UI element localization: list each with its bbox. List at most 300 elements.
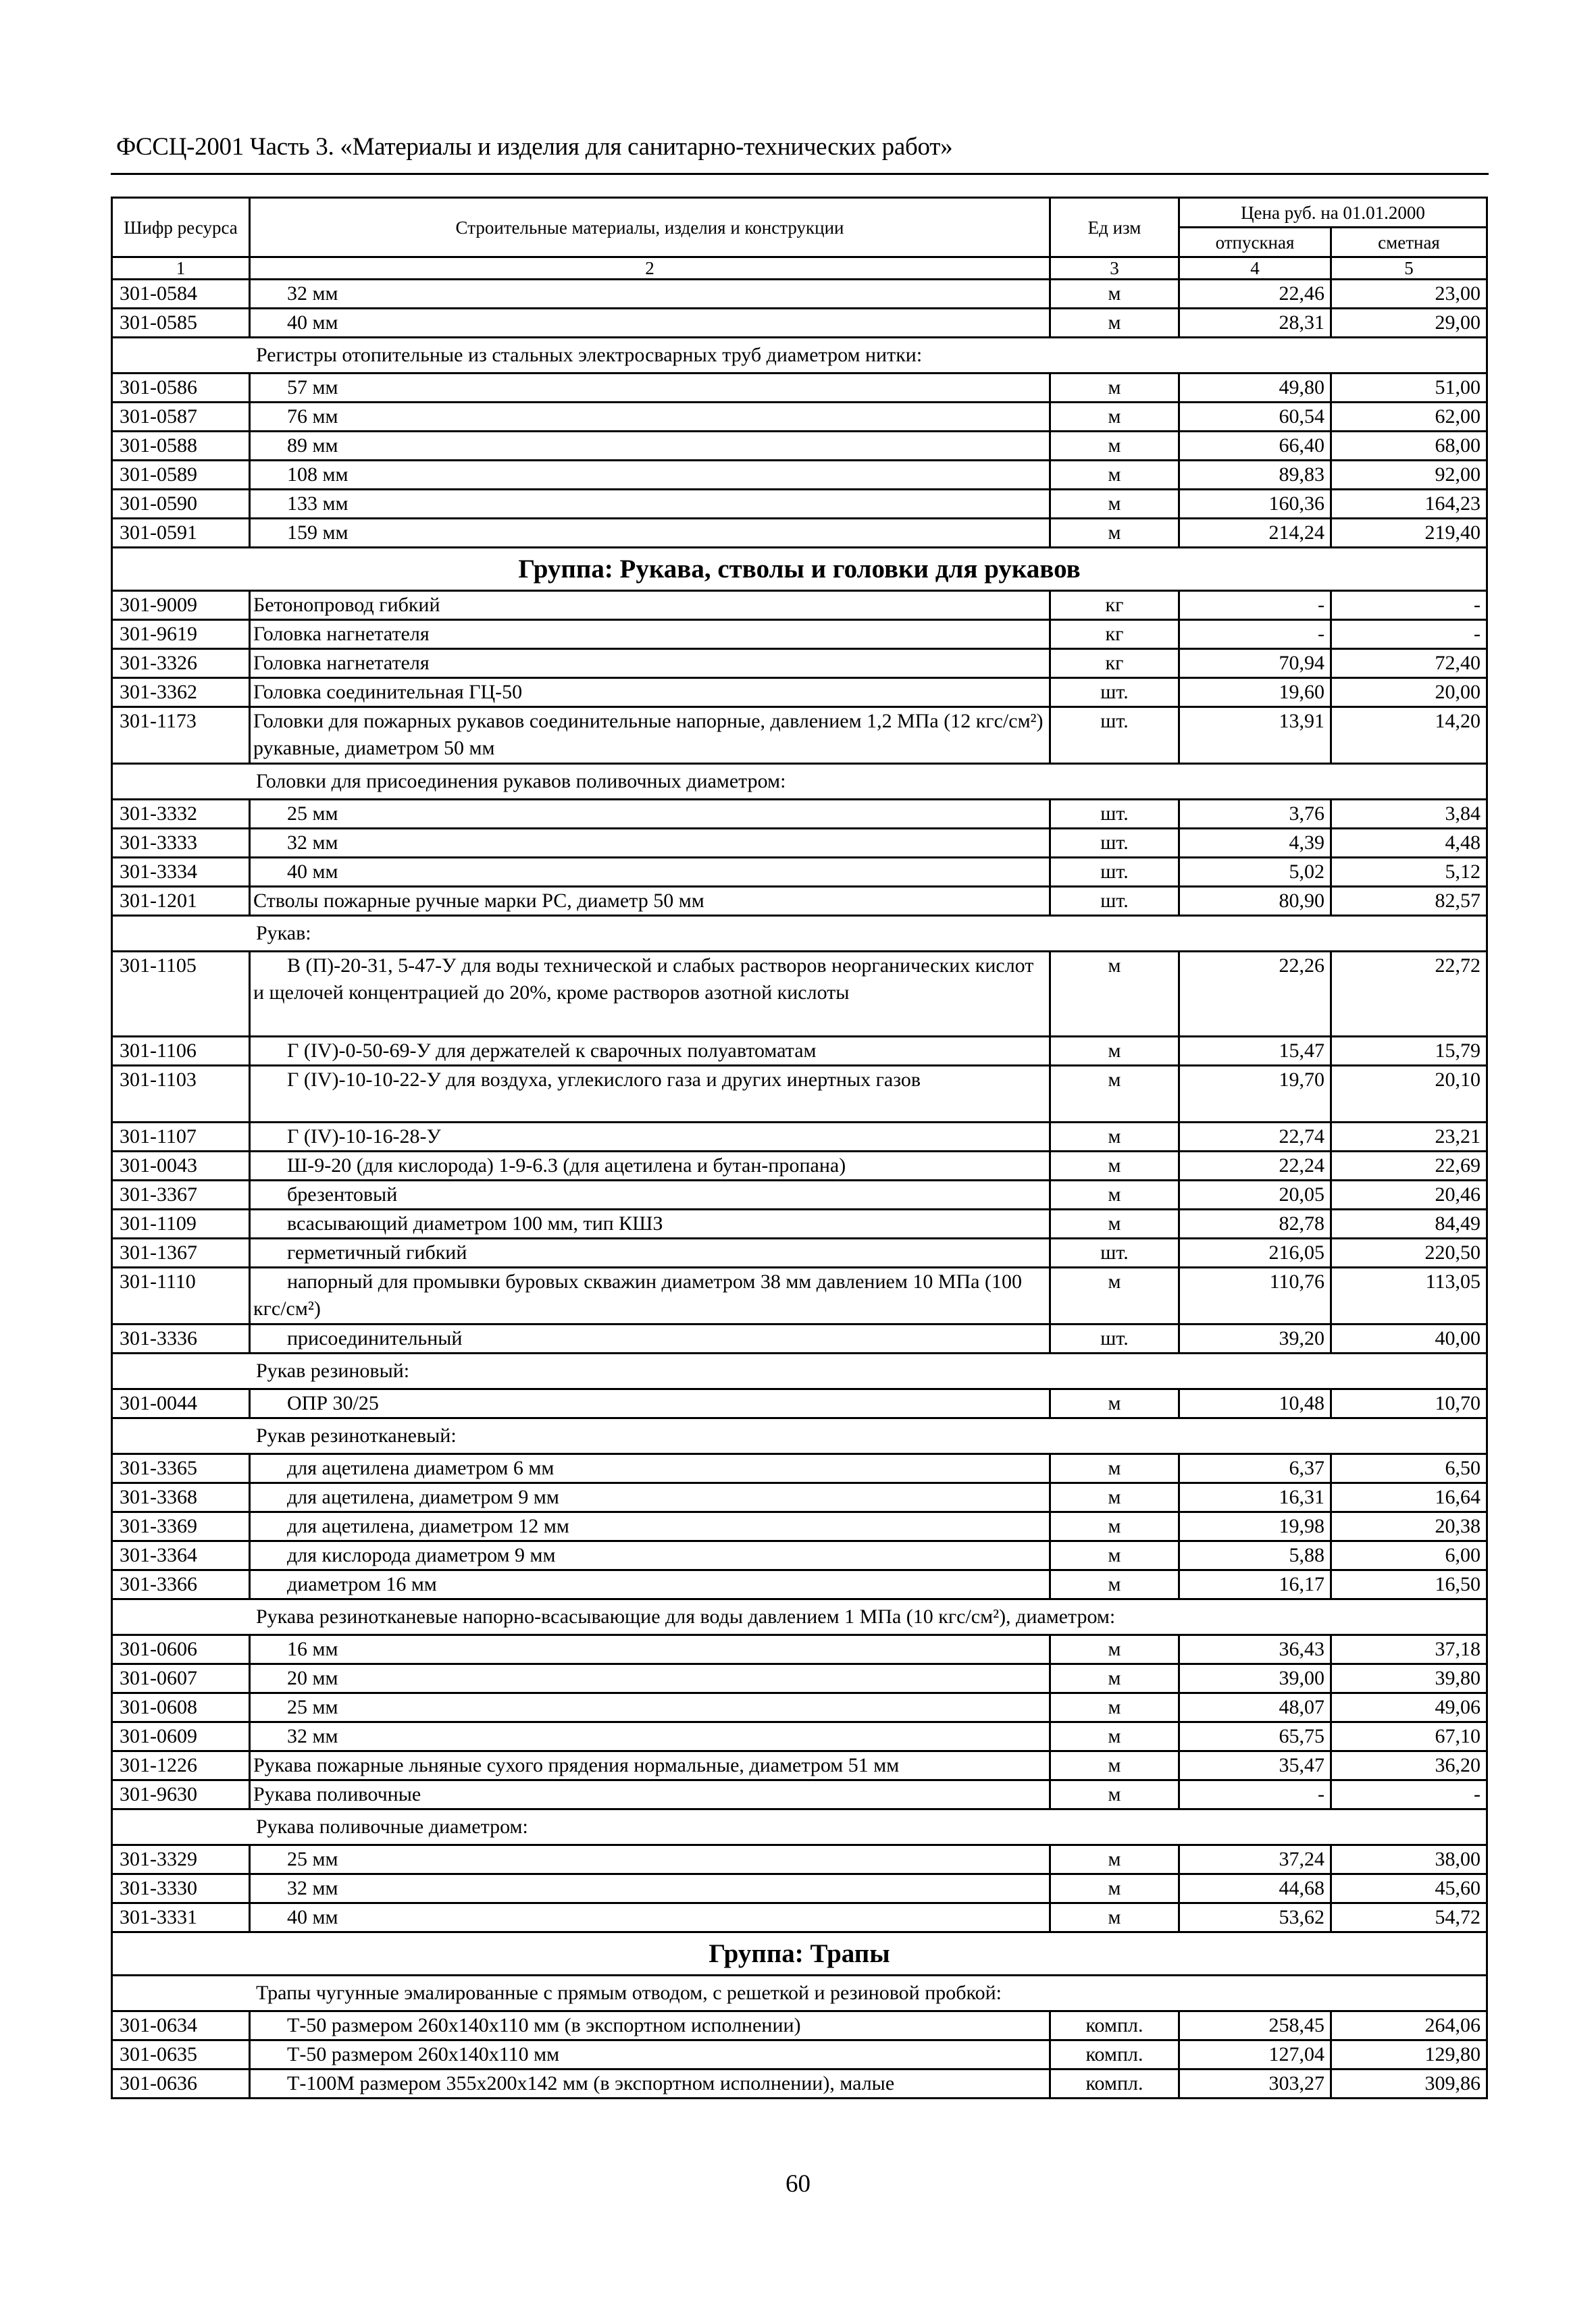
price-estimate: 39,80 [1331, 1664, 1487, 1693]
unit: шт. [1050, 678, 1179, 707]
price-estimate: 129,80 [1331, 2040, 1487, 2069]
price-estimate: 220,50 [1331, 1239, 1487, 1268]
item-name: Г (IV)-10-10-22-У для воздуха, углекислого газа и других инертных газов [250, 1066, 1050, 1123]
table-row [112, 1541, 1487, 1570]
price-estimate: 92,00 [1331, 461, 1487, 490]
table-row [112, 952, 1487, 1037]
price-estimate: - [1331, 591, 1487, 620]
table-row [112, 309, 1487, 338]
unit: м [1050, 1664, 1179, 1693]
column-number: 4 [1179, 257, 1331, 280]
column-number: 1 [112, 257, 250, 280]
price-estimate: 4,48 [1331, 829, 1487, 858]
price-estimate: 82,57 [1331, 887, 1487, 916]
price-release: 160,36 [1179, 490, 1331, 519]
item-name: 133 мм [250, 490, 1050, 519]
section-header-row [112, 1418, 1487, 1454]
item-name: 25 мм [250, 800, 1050, 829]
price-estimate: 164,23 [1331, 490, 1487, 519]
table-row [112, 1780, 1487, 1809]
resource-code: 301-0606 [112, 1635, 250, 1664]
group-title: Группа: Рукава, стволы и головки для рукавов [112, 548, 1487, 591]
table-row [112, 1268, 1487, 1325]
price-release: 20,05 [1179, 1181, 1331, 1210]
resource-code: 301-0588 [112, 432, 250, 461]
price-estimate: 6,50 [1331, 1454, 1487, 1483]
price-release: 22,46 [1179, 280, 1331, 309]
section-title: Рукав: [112, 916, 1487, 952]
table-row [112, 620, 1487, 649]
item-name: 57 мм [250, 374, 1050, 403]
table-row [112, 1210, 1487, 1239]
price-estimate: 20,10 [1331, 1066, 1487, 1123]
table-row [112, 1693, 1487, 1722]
resource-code: 301-0636 [112, 2069, 250, 2099]
section-header-row [112, 1354, 1487, 1389]
unit: шт. [1050, 829, 1179, 858]
table-row [112, 1903, 1487, 1932]
resource-code: 301-1109 [112, 1210, 250, 1239]
price-estimate: 40,00 [1331, 1325, 1487, 1354]
table-row [112, 1152, 1487, 1181]
unit: кг [1050, 620, 1179, 649]
column-numbers-row [112, 257, 1487, 280]
item-name: Т-50 размером 260х140х110 мм [250, 2040, 1050, 2069]
price-release: 214,24 [1179, 519, 1331, 548]
price-release: 39,20 [1179, 1325, 1331, 1354]
column-header-price-estimate: сметная [1331, 228, 1487, 257]
group-header-row [112, 1932, 1487, 1976]
unit: м [1050, 1066, 1179, 1123]
resource-code: 301-1103 [112, 1066, 250, 1123]
table-row [112, 678, 1487, 707]
unit: м [1050, 1037, 1179, 1066]
price-release: 4,39 [1179, 829, 1331, 858]
price-release: 5,88 [1179, 1541, 1331, 1570]
table-row [112, 461, 1487, 490]
unit: шт. [1050, 887, 1179, 916]
price-release: 65,75 [1179, 1722, 1331, 1751]
price-estimate: 23,00 [1331, 280, 1487, 309]
unit: м [1050, 374, 1179, 403]
item-name: 16 мм [250, 1635, 1050, 1664]
unit: шт. [1050, 858, 1179, 887]
resource-code: 301-1226 [112, 1751, 250, 1780]
price-estimate: 36,20 [1331, 1751, 1487, 1780]
resource-code: 301-0586 [112, 374, 250, 403]
table-body [112, 280, 1487, 2099]
price-estimate: 219,40 [1331, 519, 1487, 548]
price-release: 10,48 [1179, 1389, 1331, 1418]
price-release: 13,91 [1179, 707, 1331, 764]
column-header-price-group: Цена руб. на 01.01.2000 [1179, 198, 1487, 228]
price-estimate: 37,18 [1331, 1635, 1487, 1664]
table-row [112, 649, 1487, 678]
price-release: 48,07 [1179, 1693, 1331, 1722]
table-row [112, 1751, 1487, 1780]
section-header-row [112, 1599, 1487, 1635]
unit: м [1050, 1512, 1179, 1541]
price-estimate: 45,60 [1331, 1874, 1487, 1903]
resource-code: 301-9619 [112, 620, 250, 649]
price-estimate: 23,21 [1331, 1123, 1487, 1152]
price-estimate: 68,00 [1331, 432, 1487, 461]
item-name: Ш-9-20 (для кислорода) 1-9-6.3 (для ацетилена и бутан-пропана) [250, 1152, 1050, 1181]
price-estimate: 22,69 [1331, 1152, 1487, 1181]
unit: м [1050, 280, 1179, 309]
unit: кг [1050, 591, 1179, 620]
section-header-row [112, 1976, 1487, 2011]
column-number: 3 [1050, 257, 1179, 280]
table-row [112, 591, 1487, 620]
price-release: - [1179, 1780, 1331, 1809]
price-release: 5,02 [1179, 858, 1331, 887]
unit: компл. [1050, 2040, 1179, 2069]
price-release: 15,47 [1179, 1037, 1331, 1066]
item-name: Головка нагнетателя [250, 620, 1050, 649]
price-release: 216,05 [1179, 1239, 1331, 1268]
price-release: 39,00 [1179, 1664, 1331, 1693]
price-estimate: 84,49 [1331, 1210, 1487, 1239]
table-row [112, 2069, 1487, 2099]
unit: м [1050, 309, 1179, 338]
resource-code: 301-3365 [112, 1454, 250, 1483]
price-estimate: 20,38 [1331, 1512, 1487, 1541]
item-name: 20 мм [250, 1664, 1050, 1693]
price-release: 89,83 [1179, 461, 1331, 490]
column-header-price-release: отпускная [1179, 228, 1331, 257]
table-row [112, 1483, 1487, 1512]
table-row [112, 1512, 1487, 1541]
item-name: Головка соединительная ГЦ-50 [250, 678, 1050, 707]
unit: шт. [1050, 1325, 1179, 1354]
resource-code: 301-0044 [112, 1389, 250, 1418]
section-title: Трапы чугунные эмалированные с прямым отводом, с решеткой и резиновой пробкой: [112, 1976, 1487, 2011]
unit: м [1050, 519, 1179, 548]
table-row [112, 1570, 1487, 1599]
item-name: 40 мм [250, 858, 1050, 887]
price-release: 70,94 [1179, 649, 1331, 678]
section-header-row [112, 916, 1487, 952]
price-estimate: 16,50 [1331, 1570, 1487, 1599]
price-estimate: 22,72 [1331, 952, 1487, 1037]
unit: м [1050, 952, 1179, 1037]
item-name: 76 мм [250, 403, 1050, 432]
item-name: 108 мм [250, 461, 1050, 490]
unit: м [1050, 403, 1179, 432]
unit: шт. [1050, 800, 1179, 829]
resource-code: 301-0634 [112, 2011, 250, 2040]
item-name: для ацетилена, диаметром 12 мм [250, 1512, 1050, 1541]
item-name: всасывающий диаметром 100 мм, тип КШЗ [250, 1210, 1050, 1239]
price-estimate: 51,00 [1331, 374, 1487, 403]
price-estimate: 72,40 [1331, 649, 1487, 678]
item-name: Рукава пожарные льняные сухого прядения нормальные, диаметром 51 мм [250, 1751, 1050, 1780]
unit: м [1050, 1541, 1179, 1570]
column-header-code: Шифр ресурса [112, 198, 250, 257]
price-release: 37,24 [1179, 1845, 1331, 1874]
resource-code: 301-0609 [112, 1722, 250, 1751]
resource-code: 301-3329 [112, 1845, 250, 1874]
price-release: 80,90 [1179, 887, 1331, 916]
unit: м [1050, 432, 1179, 461]
table-row [112, 800, 1487, 829]
unit: м [1050, 1874, 1179, 1903]
section-title: Регистры отопительные из стальных электросварных труб диаметром нитки: [112, 338, 1487, 374]
item-name: Т-50 размером 260х140х110 мм (в экспортном исполнении) [250, 2011, 1050, 2040]
resource-code: 301-0587 [112, 403, 250, 432]
price-estimate: 38,00 [1331, 1845, 1487, 1874]
unit: м [1050, 1693, 1179, 1722]
resource-code: 301-9009 [112, 591, 250, 620]
resource-code: 301-3336 [112, 1325, 250, 1354]
resource-code: 301-3368 [112, 1483, 250, 1512]
item-name: герметичный гибкий [250, 1239, 1050, 1268]
item-name: 32 мм [250, 829, 1050, 858]
resource-code: 301-1201 [112, 887, 250, 916]
unit: м [1050, 1268, 1179, 1325]
unit: м [1050, 1845, 1179, 1874]
resource-code: 301-9630 [112, 1780, 250, 1809]
unit: м [1050, 1483, 1179, 1512]
price-release: 258,45 [1179, 2011, 1331, 2040]
resource-code: 301-0584 [112, 280, 250, 309]
table-row [112, 432, 1487, 461]
price-estimate: - [1331, 620, 1487, 649]
item-name: Бетонопровод гибкий [250, 591, 1050, 620]
unit: шт. [1050, 1239, 1179, 1268]
section-title: Рукава поливочные диаметром: [112, 1809, 1487, 1845]
price-estimate: 10,70 [1331, 1389, 1487, 1418]
unit: м [1050, 1903, 1179, 1932]
resource-code: 301-1105 [112, 952, 250, 1037]
price-release: 36,43 [1179, 1635, 1331, 1664]
table-row [112, 519, 1487, 548]
price-release: 127,04 [1179, 2040, 1331, 2069]
price-release: 49,80 [1179, 374, 1331, 403]
item-name: напорный для промывки буровых скважин диаметром 38 мм давлением 10 МПа (100 кгс/см²) [250, 1268, 1050, 1325]
resource-code: 301-1106 [112, 1037, 250, 1066]
resource-code: 301-0043 [112, 1152, 250, 1181]
price-release: 22,74 [1179, 1123, 1331, 1152]
item-name: 25 мм [250, 1693, 1050, 1722]
table-row [112, 1874, 1487, 1903]
item-name: 25 мм [250, 1845, 1050, 1874]
resource-code: 301-3366 [112, 1570, 250, 1599]
table-row [112, 1664, 1487, 1693]
table-row [112, 1845, 1487, 1874]
table-row [112, 403, 1487, 432]
price-release: 19,60 [1179, 678, 1331, 707]
section-header-row [112, 764, 1487, 800]
unit: м [1050, 1454, 1179, 1483]
item-name: для ацетилена диаметром 6 мм [250, 1454, 1050, 1483]
table-row [112, 1454, 1487, 1483]
price-estimate: 264,06 [1331, 2011, 1487, 2040]
column-number: 5 [1331, 257, 1487, 280]
table-row [112, 2040, 1487, 2069]
price-release: 16,31 [1179, 1483, 1331, 1512]
resource-code: 301-3367 [112, 1181, 250, 1210]
table-row [112, 1066, 1487, 1123]
price-estimate: 20,00 [1331, 678, 1487, 707]
group-title: Группа: Трапы [112, 1932, 1487, 1976]
price-release: 16,17 [1179, 1570, 1331, 1599]
table-row [112, 1722, 1487, 1751]
unit: компл. [1050, 2069, 1179, 2099]
item-name: Головка нагнетателя [250, 649, 1050, 678]
unit: м [1050, 1751, 1179, 1780]
price-release: 44,68 [1179, 1874, 1331, 1903]
price-estimate: 20,46 [1331, 1181, 1487, 1210]
price-table [111, 197, 1488, 2099]
table-row [112, 490, 1487, 519]
price-release: 28,31 [1179, 309, 1331, 338]
price-release: 53,62 [1179, 1903, 1331, 1932]
resource-code: 301-1173 [112, 707, 250, 764]
unit: шт. [1050, 707, 1179, 764]
price-estimate: 5,12 [1331, 858, 1487, 887]
price-release: 35,47 [1179, 1751, 1331, 1780]
resource-code: 301-3334 [112, 858, 250, 887]
resource-code: 301-3331 [112, 1903, 250, 1932]
table-row [112, 887, 1487, 916]
unit: м [1050, 1570, 1179, 1599]
section-header-row [112, 338, 1487, 374]
price-release: 22,26 [1179, 952, 1331, 1037]
item-name: Г (IV)-0-50-69-У для держателей к сварочных полуавтоматам [250, 1037, 1050, 1066]
price-estimate: 6,00 [1331, 1541, 1487, 1570]
resource-code: 301-1110 [112, 1268, 250, 1325]
table-row [112, 1037, 1487, 1066]
unit: м [1050, 1123, 1179, 1152]
item-name: 40 мм [250, 1903, 1050, 1932]
column-header-unit: Ед изм [1050, 198, 1179, 257]
price-release: 303,27 [1179, 2069, 1331, 2099]
resource-code: 301-3333 [112, 829, 250, 858]
resource-code: 301-0590 [112, 490, 250, 519]
price-release: 19,70 [1179, 1066, 1331, 1123]
price-release: - [1179, 620, 1331, 649]
item-name: 89 мм [250, 432, 1050, 461]
resource-code: 301-3330 [112, 1874, 250, 1903]
price-estimate: 62,00 [1331, 403, 1487, 432]
resource-code: 301-3364 [112, 1541, 250, 1570]
resource-code: 301-1107 [112, 1123, 250, 1152]
price-release: 3,76 [1179, 800, 1331, 829]
price-release: 110,76 [1179, 1268, 1331, 1325]
table-row [112, 1635, 1487, 1664]
resource-code: 301-0591 [112, 519, 250, 548]
item-name: 32 мм [250, 1874, 1050, 1903]
unit: кг [1050, 649, 1179, 678]
document-header-title: ФССЦ-2001 Часть 3. «Материалы и изделия для санитарно-технических работ» [116, 133, 953, 161]
item-name: Т-100М размером 355х200х142 мм (в экспортном исполнении), малые [250, 2069, 1050, 2099]
section-title: Рукав резиновый: [112, 1354, 1487, 1389]
item-name: ОПР 30/25 [250, 1389, 1050, 1418]
item-name: для кислорода диаметром 9 мм [250, 1541, 1050, 1570]
price-estimate: 16,64 [1331, 1483, 1487, 1512]
table-row [112, 374, 1487, 403]
unit: м [1050, 1780, 1179, 1809]
price-estimate: 309,86 [1331, 2069, 1487, 2099]
column-header-name: Строительные материалы, изделия и конструкции [250, 198, 1050, 257]
price-estimate: 15,79 [1331, 1037, 1487, 1066]
price-release: 60,54 [1179, 403, 1331, 432]
resource-code: 301-0608 [112, 1693, 250, 1722]
item-name: Головки для пожарных рукавов соединительные напорные, давлением 1,2 МПа (12 кгс/см²) рукавные, диаметром 50 мм [250, 707, 1050, 764]
table-row [112, 280, 1487, 309]
section-title: Рукав резинотканевый: [112, 1418, 1487, 1454]
unit: м [1050, 1152, 1179, 1181]
table-row [112, 1325, 1487, 1354]
unit: м [1050, 1389, 1179, 1418]
price-estimate: - [1331, 1780, 1487, 1809]
price-estimate: 3,84 [1331, 800, 1487, 829]
item-name: 32 мм [250, 1722, 1050, 1751]
section-title: Рукава резинотканевые напорно-всасывающие для воды давлением 1 МПа (10 кгс/см²), диаметром: [112, 1599, 1487, 1635]
table-row [112, 1239, 1487, 1268]
resource-code: 301-0589 [112, 461, 250, 490]
table-row [112, 1181, 1487, 1210]
table-row [112, 707, 1487, 764]
price-release: 22,24 [1179, 1152, 1331, 1181]
price-release: 66,40 [1179, 432, 1331, 461]
price-release: 6,37 [1179, 1454, 1331, 1483]
resource-code: 301-0607 [112, 1664, 250, 1693]
resource-code: 301-3332 [112, 800, 250, 829]
resource-code: 301-3369 [112, 1512, 250, 1541]
item-name: 159 мм [250, 519, 1050, 548]
unit: м [1050, 1635, 1179, 1664]
item-name: Стволы пожарные ручные марки РС, диаметр 50 мм [250, 887, 1050, 916]
price-estimate: 14,20 [1331, 707, 1487, 764]
item-name: для ацетилена, диаметром 9 мм [250, 1483, 1050, 1512]
resource-code: 301-1367 [112, 1239, 250, 1268]
price-release: 19,98 [1179, 1512, 1331, 1541]
price-release: 82,78 [1179, 1210, 1331, 1239]
table-row [112, 2011, 1487, 2040]
price-estimate: 67,10 [1331, 1722, 1487, 1751]
resource-code: 301-0585 [112, 309, 250, 338]
price-release: - [1179, 591, 1331, 620]
table-row [112, 858, 1487, 887]
item-name: В (П)-20-31, 5-47-У для воды технической и слабых растворов неорганических кислот и щелочей концентрацией до 20%, кроме растворов азотной кислоты [250, 952, 1050, 1037]
item-name: Рукава поливочные [250, 1780, 1050, 1809]
group-header-row [112, 548, 1487, 591]
column-number: 2 [250, 257, 1050, 280]
item-name: присоединительный [250, 1325, 1050, 1354]
header-divider [111, 173, 1489, 175]
item-name: диаметром 16 мм [250, 1570, 1050, 1599]
table-row [112, 1389, 1487, 1418]
unit: м [1050, 1722, 1179, 1751]
table-row [112, 829, 1487, 858]
unit: м [1050, 1181, 1179, 1210]
page-number: 60 [786, 2170, 810, 2198]
section-title: Головки для присоединения рукавов поливочных диаметром: [112, 764, 1487, 800]
price-estimate: 54,72 [1331, 1903, 1487, 1932]
item-name: 40 мм [250, 309, 1050, 338]
unit: м [1050, 1210, 1179, 1239]
resource-code: 301-0635 [112, 2040, 250, 2069]
price-estimate: 49,06 [1331, 1693, 1487, 1722]
price-estimate: 113,05 [1331, 1268, 1487, 1325]
resource-code: 301-3362 [112, 678, 250, 707]
table-row [112, 1123, 1487, 1152]
unit: компл. [1050, 2011, 1179, 2040]
unit: м [1050, 461, 1179, 490]
